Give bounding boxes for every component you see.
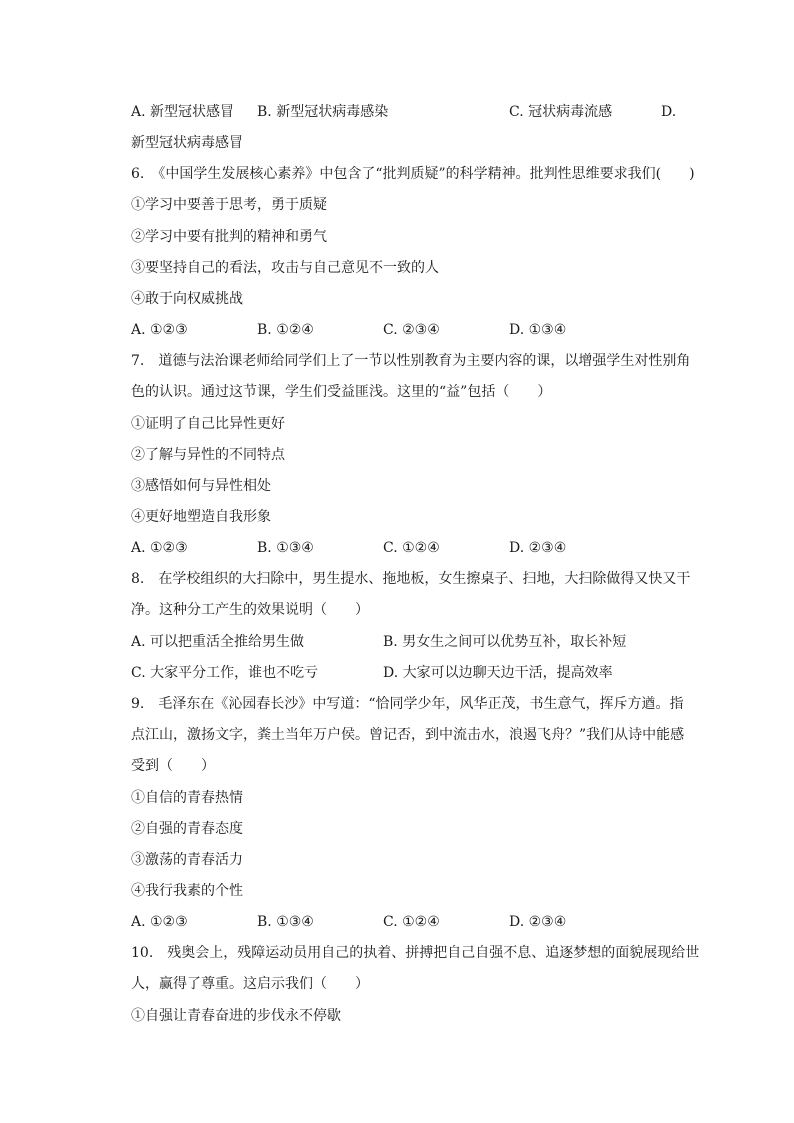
q9-option-d[interactable]: D. ②③④ [509,914,567,930]
q5-option-a[interactable]: A. 新型冠状感冒 [131,104,235,120]
q9-option-b[interactable]: B. ①③④ [257,914,314,930]
q5-option-d-text[interactable]: 新型冠状病毒感冒 [131,135,243,151]
q7-item-1: ①证明了自己比异性更好 [131,416,285,432]
q9-item-4: ④我行我素的个性 [131,883,243,899]
q7-option-a[interactable]: A. ①②③ [131,540,188,556]
q8-option-d[interactable]: D. 大家可以边聊天边干活，提高效率 [383,665,613,681]
q9-option-a[interactable]: A. ①②③ [131,914,188,930]
q7-item-4: ④更好地塑造自我形象 [131,509,271,525]
q5-option-c[interactable]: C. 冠状病毒流感 [509,104,613,120]
q8-option-c[interactable]: C. 大家平分工作，谁也不吃亏 [131,665,319,681]
q7-option-c[interactable]: C. ①②④ [383,540,440,556]
q8-option-b[interactable]: B. 男女生之间可以优势互补，取长补短 [383,634,627,650]
q8-option-a[interactable]: A. 可以把重活全推给男生做 [131,634,305,650]
q6-option-a[interactable]: A. ①②③ [131,322,188,338]
q8-stem-line-1: 8. 在学校组织的大扫除中，男生提水、拖地板，女生擦桌子、扫地，大扫除做得又快又干 [131,571,691,587]
q9-stem-line-2: 点江山，激扬文字，粪土当年万户侯。曾记否，到中流击水，浪遏飞舟？”我们从诗中能感 [131,727,685,743]
q6-item-1: ①学习中要善于思考，勇于质疑 [131,197,327,213]
q9-option-c[interactable]: C. ①②④ [383,914,440,930]
q6-option-d[interactable]: D. ①③④ [509,322,567,338]
q9-stem-line-1: 9. 毛泽东在《沁园春长沙》中写道：“恰同学少年，风华正茂，书生意气，挥斥方遒。指 [131,696,684,712]
q6-item-3: ③要坚持自己的看法，攻击与自己意见不一致的人 [131,260,439,276]
q7-stem-line-1: 7. 道德与法治课老师给同学们上了一节以性别教育为主要内容的课，以增强学生对性别角 [131,353,691,369]
q6-stem: 6. 《中国学生发展核心素养》中包含了“批判质疑”的科学精神。批判性思维要求我们( ) [131,166,695,182]
q7-stem-line-2: 色的认识。通过这节课，学生们受益匪浅。这里的“益”包括（ ） [131,384,552,400]
q9-item-3: ③激荡的青春活力 [131,852,243,868]
q8-stem-line-2: 净。这种分工产生的效果说明（ ） [131,602,369,618]
q7-option-d[interactable]: D. ②③④ [509,540,567,556]
q5-option-d-label[interactable]: D. [661,104,677,120]
q6-option-c[interactable]: C. ②③④ [383,322,440,338]
q7-item-3: ③感悟如何与异性相处 [131,478,271,494]
q7-option-b[interactable]: B. ①③④ [257,540,314,556]
q5-option-b[interactable]: B. 新型冠状病毒感染 [257,104,389,120]
q6-option-b[interactable]: B. ①②④ [257,322,314,338]
q6-item-2: ②学习中要有批判的精神和勇气 [131,229,327,245]
q10-stem-line-2: 人，赢得了尊重。这启示我们（ ） [131,976,369,992]
q9-stem-line-3: 受到（ ） [131,758,215,774]
q9-item-2: ②自强的青春态度 [131,821,243,837]
q10-stem-line-1: 10. 残奥会上，残障运动员用自己的执着、拼搏把自己自强不息、追逐梦想的面貌展现给世 [131,945,700,961]
q7-item-2: ②了解与异性的不同特点 [131,447,285,463]
q10-item-1: ①自强让青春奋进的步伐永不停歇 [131,1008,341,1024]
q9-item-1: ①自信的青春热情 [131,790,243,806]
q6-item-4: ④敢于向权威挑战 [131,291,243,307]
